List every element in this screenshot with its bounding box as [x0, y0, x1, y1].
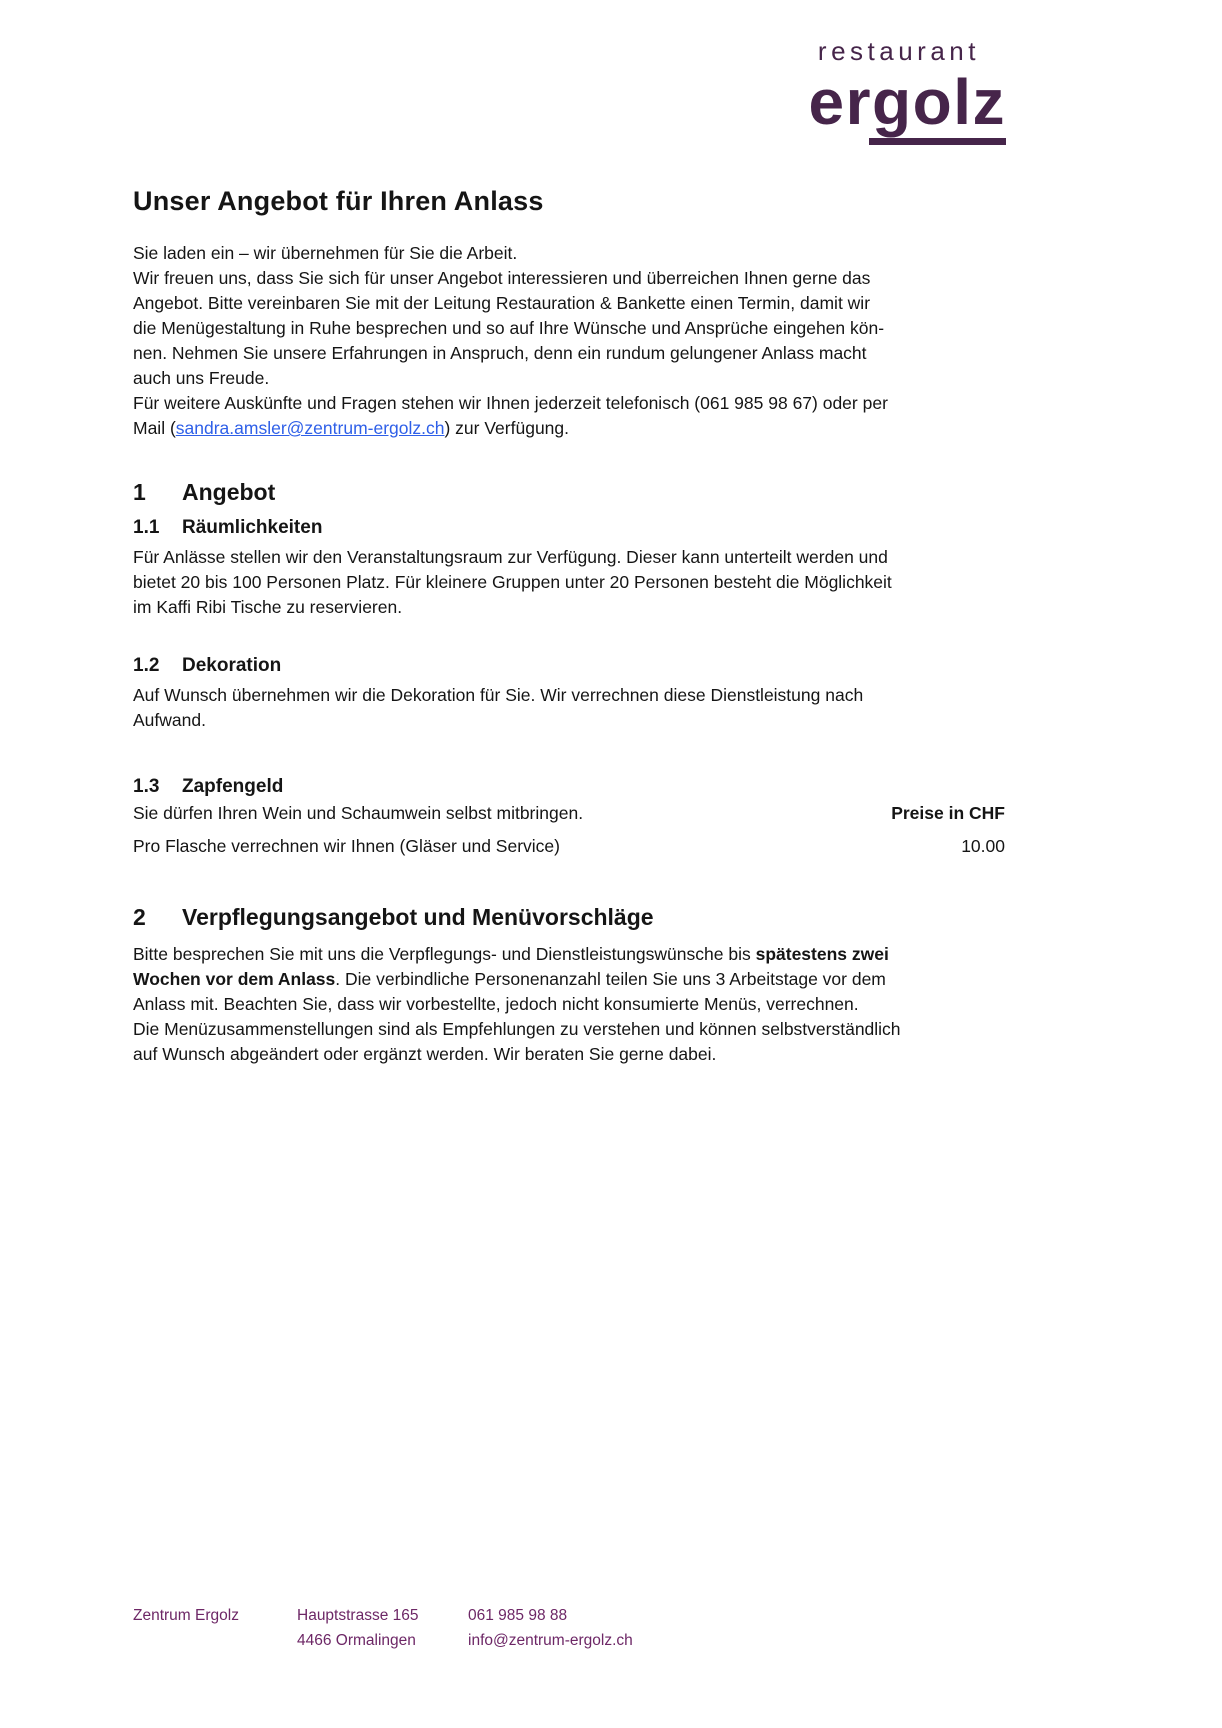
section-title: Dekoration — [182, 655, 282, 676]
price-column-header: Preise in CHF — [891, 803, 1005, 823]
intro-line: Für weitere Auskünfte und Fragen stehen wir Ihnen jederzeit telefonisch (061 985 98 67) oder per — [133, 393, 888, 413]
body-line: Anlass mit. Beachten Sie, dass wir vorbestellte, jedoch nicht konsumierte Menüs, verrechnen. — [133, 994, 859, 1014]
logo-ergolz-text: ergolz — [808, 66, 1006, 138]
body-line — [133, 967, 1005, 992]
page-title: Unser Angebot für Ihren Anlass — [133, 186, 544, 216]
footer-street: Hauptstrasse 165 — [297, 1607, 419, 1624]
email-link[interactable]: sandra.amsler@zentrum-ergolz.ch — [175, 418, 445, 438]
intro-line: Wir freuen uns, dass Sie sich für unser Angebot interessieren und überreichen Ihnen gerne das — [133, 268, 871, 288]
section-1-heading — [133, 479, 1005, 506]
footer-email: info@zentrum-ergolz.ch — [468, 1632, 633, 1649]
intro-line: Angebot. Bitte vereinbaren Sie mit der Leitung Restauration & Bankette einen Termin, damit wir — [133, 293, 871, 313]
price-row-label: Pro Flasche verrechnen wir Ihnen (Gläser und Service) — [133, 836, 560, 856]
section-number: 2 — [133, 904, 146, 930]
section-1-3-price-table — [133, 797, 1005, 863]
intro-paragraph — [133, 241, 1005, 441]
section-title: Verpflegungsangebot und Menüvorschläge — [182, 904, 654, 930]
footer-phone: 061 985 98 88 — [468, 1607, 568, 1624]
body-line: im Kaffi Ribi Tische zu reservieren. — [133, 597, 403, 617]
body-text: . Die verbindliche Personenanzahl teilen Sie uns 3 Arbeitstage vor dem — [335, 969, 886, 989]
section-number: 1.3 — [133, 776, 160, 797]
mail-text-after: ) zur Verfügung. — [444, 418, 570, 438]
price-row-label: Sie dürfen Ihren Wein und Schaumwein selbst mitbringen. — [133, 803, 584, 823]
section-title: Räumlichkeiten — [182, 517, 323, 538]
body-line: Aufwand. — [133, 710, 206, 730]
footer-city: 4466 Ormalingen — [297, 1632, 416, 1649]
section-2-paragraph — [133, 942, 1005, 1067]
logo-underline — [869, 138, 1006, 145]
section-title: Angebot — [182, 479, 276, 505]
section-1-1-paragraph — [133, 545, 1005, 620]
section-number: 1.2 — [133, 655, 160, 676]
body-text: Bitte besprechen Sie mit uns die Verpflegungs- und Dienstleistungswünsche bis — [133, 944, 756, 964]
section-1-1-heading — [133, 517, 1005, 539]
section-title: Zapfengeld — [182, 776, 284, 797]
price-value: 10.00 — [961, 836, 1005, 856]
intro-line: nen. Nehmen Sie unsere Erfahrungen in Anspruch, denn ein rundum gelungener Anlass macht — [133, 343, 867, 363]
section-1-2-heading — [133, 655, 1005, 677]
footer-address — [297, 1603, 419, 1653]
body-text-bold: Wochen vor dem Anlass — [133, 969, 336, 989]
logo-restaurant-text: restaurant — [817, 36, 980, 66]
price-row — [133, 797, 1005, 830]
section-1-3-heading — [133, 776, 1005, 798]
body-line: Die Menüzusammenstellungen sind als Empfehlungen zu verstehen und können selbstverständlich — [133, 1019, 901, 1039]
footer-contact — [468, 1603, 633, 1653]
intro-line: Sie laden ein – wir übernehmen für Sie die Arbeit. — [133, 243, 518, 263]
intro-line: auch uns Freude. — [133, 368, 270, 388]
body-line: bietet 20 bis 100 Personen Platz. Für kleinere Gruppen unter 20 Personen besteht die Möglichkeit — [133, 572, 892, 592]
intro-mail-line — [133, 416, 1005, 441]
intro-line: die Menügestaltung in Ruhe besprechen und so auf Ihre Wünsche und Ansprüche eingehen kön- — [133, 318, 885, 338]
body-text-bold: spätestens zwei — [755, 944, 889, 964]
body-line: auf Wunsch abgeändert oder ergänzt werden. Wir beraten Sie gerne dabei. — [133, 1044, 717, 1064]
footer-org — [133, 1603, 239, 1628]
body-line: Für Anlässe stellen wir den Veranstaltungsraum zur Verfügung. Dieser kann unterteilt werden und — [133, 547, 888, 567]
footer-org-name: Zentrum Ergolz — [133, 1607, 239, 1624]
restaurant-ergolz-logo — [809, 38, 1006, 145]
body-line: Auf Wunsch übernehmen wir die Dekoration für Sie. Wir verrechnen diese Dienstleistung nach — [133, 685, 864, 705]
body-line — [133, 942, 1005, 967]
mail-text-before: Mail ( — [133, 418, 176, 438]
section-2-heading — [133, 904, 1005, 931]
price-row — [133, 830, 1005, 863]
section-number: 1.1 — [133, 517, 160, 538]
section-number: 1 — [133, 479, 146, 505]
section-1-2-paragraph — [133, 683, 1005, 733]
